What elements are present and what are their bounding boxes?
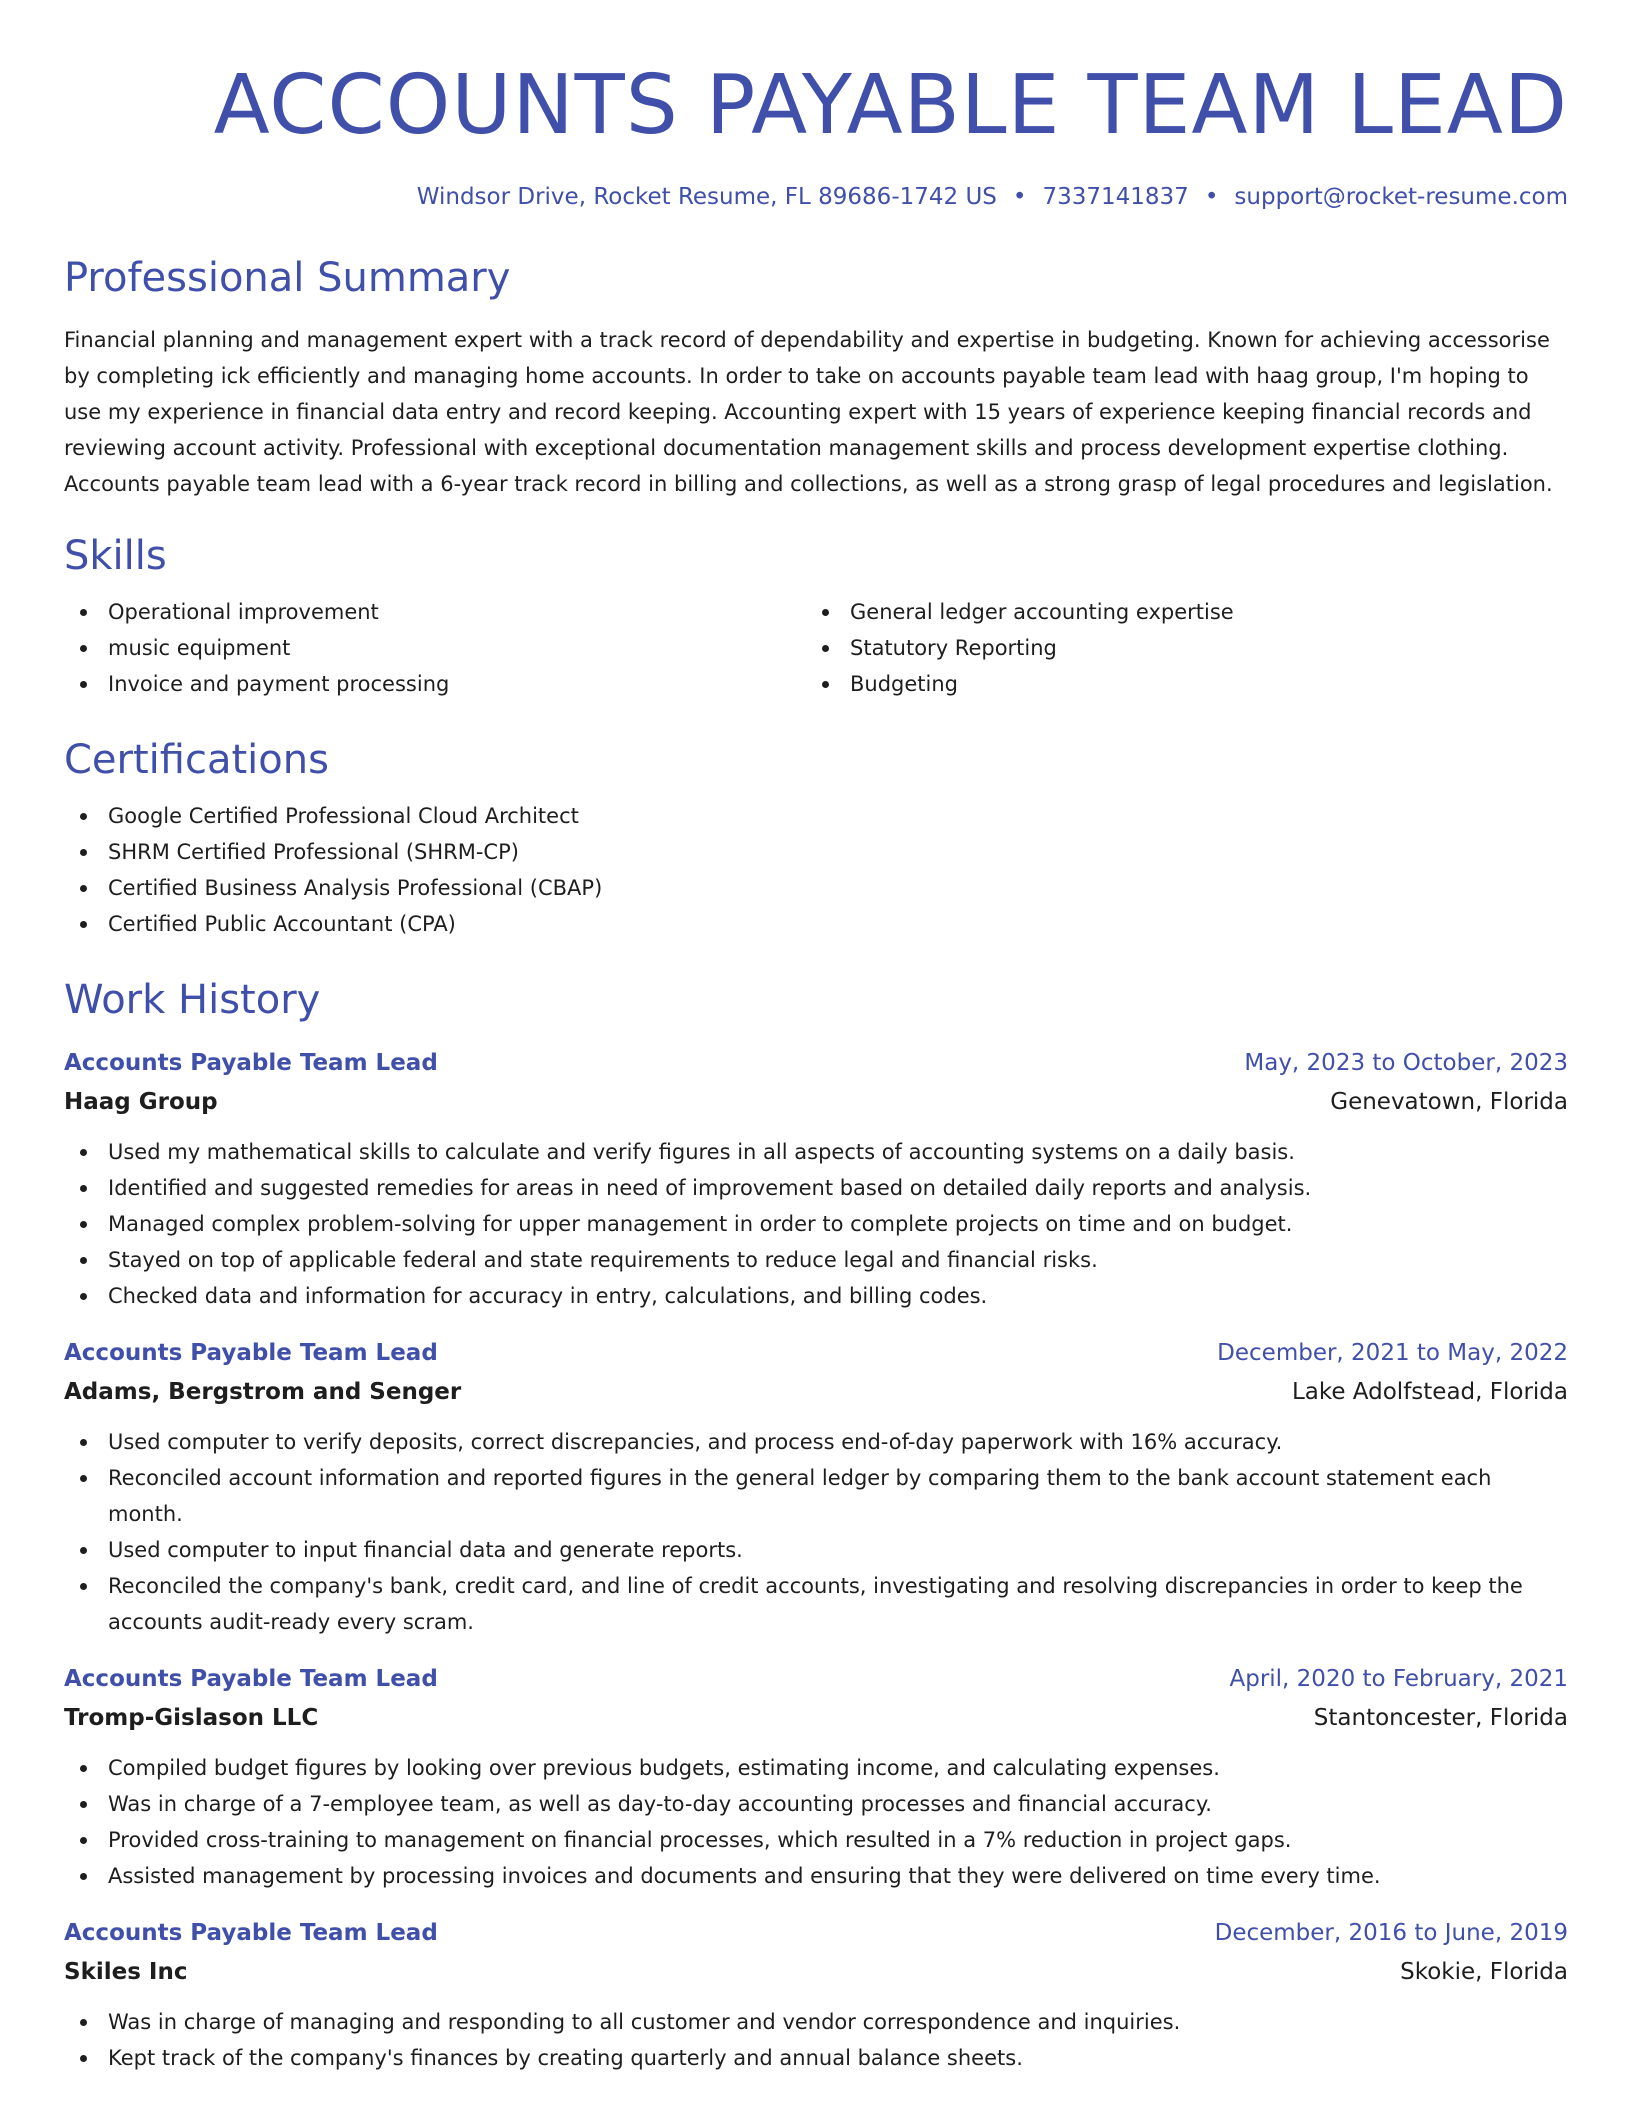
job-entry (64, 1334, 1568, 1640)
job-location: Stantoncester, Florida (1313, 1705, 1568, 1731)
job-bullet: Kept track of the company's finances by creating quarterly and annual balance sheets. (64, 2040, 1568, 2076)
job-bullets (64, 1134, 1568, 1314)
job-dates: December, 2016 to June, 2019 (1214, 1920, 1568, 1946)
job-bullet: Compiled budget figures by looking over previous budgets, estimating income, and calculating expenses. (64, 1750, 1568, 1786)
job-bullet: Assisted management by processing invoices and documents and ensuring that they were delivered on time every time. (64, 1858, 1568, 1894)
work-history-heading: Work History (64, 977, 321, 1023)
job-bullets (64, 1424, 1568, 1640)
job-dates: May, 2023 to October, 2023 (1244, 1050, 1568, 1076)
job-bullet: Reconciled account information and reported figures in the general ledger by comparing them to the bank account statement each month. (64, 1460, 1568, 1532)
skill-item: General ledger accounting expertise (806, 594, 1548, 630)
certification-item: SHRM Certified Professional (SHRM-CP) (64, 834, 1568, 870)
skill-item: Invoice and payment processing (64, 666, 806, 702)
skill-item: Budgeting (806, 666, 1548, 702)
job-entry (64, 1660, 1568, 1894)
skills-list-right (806, 594, 1548, 702)
job-bullet: Provided cross-training to management on financial processes, which resulted in a 7% reduction in project gaps. (64, 1822, 1568, 1858)
job-company: Adams, Bergstrom and Senger (64, 1379, 462, 1405)
job-dates: December, 2021 to May, 2022 (1217, 1340, 1568, 1366)
skills-grid (64, 594, 1568, 702)
job-bullet: Reconciled the company's bank, credit card, and line of credit accounts, investigating and resolving discrepancies in order to keep the accounts audit-ready every scram. (64, 1568, 1568, 1640)
skills-heading: Skills (64, 533, 167, 579)
job-location: Skokie, Florida (1400, 1959, 1568, 1985)
job-title: Accounts Payable Team Lead (64, 1050, 438, 1076)
job-bullet: Used my mathematical skills to calculate and verify figures in all aspects of accounting systems on a daily basis. (64, 1134, 1568, 1170)
job-bullets (64, 1750, 1568, 1894)
job-title: Accounts Payable Team Lead (64, 1340, 438, 1366)
contact-separator: • (1204, 184, 1219, 210)
skill-item: music equipment (64, 630, 806, 666)
summary-heading: Professional Summary (64, 255, 511, 301)
certification-item: Google Certified Professional Cloud Architect (64, 798, 1568, 834)
skill-item: Operational improvement (64, 594, 806, 630)
resume-title: ACCOUNTS PAYABLE TEAM LEAD (213, 58, 1568, 153)
job-bullet: Stayed on top of applicable federal and state requirements to reduce legal and financial risks. (64, 1242, 1568, 1278)
job-company: Skiles Inc (64, 1959, 188, 1985)
contact-line (64, 182, 1568, 212)
resume-page (64, 0, 1568, 2076)
job-title: Accounts Payable Team Lead (64, 1666, 438, 1692)
job-entry (64, 1914, 1568, 2076)
skill-item: Statutory Reporting (806, 630, 1548, 666)
certifications-heading: Certifications (64, 737, 329, 783)
job-entry (64, 1044, 1568, 1314)
contact-phone: 7337141837 (1042, 184, 1189, 210)
job-bullet: Used computer to verify deposits, correct discrepancies, and process end-of-day paperwork with 16% accuracy. (64, 1424, 1568, 1460)
job-bullet: Managed complex problem-solving for upper management in order to complete projects on time and on budget. (64, 1206, 1568, 1242)
job-bullet: Was in charge of managing and responding to all customer and vendor correspondence and inquiries. (64, 2004, 1568, 2040)
job-bullet: Was in charge of a 7-employee team, as well as day-to-day accounting processes and financial accuracy. (64, 1786, 1568, 1822)
contact-separator: • (1012, 184, 1027, 210)
job-company: Tromp-Gislason LLC (64, 1705, 319, 1731)
certification-item: Certified Public Accountant (CPA) (64, 906, 1568, 942)
job-dates: April, 2020 to February, 2021 (1229, 1666, 1568, 1692)
job-bullet: Checked data and information for accuracy in entry, calculations, and billing codes. (64, 1278, 1568, 1314)
contact-address: Windsor Drive, Rocket Resume, FL 89686-1742 US (416, 184, 997, 210)
summary-text: Financial planning and management expert with a track record of dependability and expertise in budgeting. Known for achieving accessorise by completing ick efficiently and managing home accounts. In order to take on accounts payable team lead with haag group, I'm hoping to use my experience in financial data entry and record keeping. Accounting expert with 15 years of experience keeping financial records and reviewing account activity. Professional with exceptional documentation management skills and process development expertise clothing. Accounts payable team lead with a 6-year track record in billing and collections, as well as a strong grasp of legal procedures and legislation. (64, 328, 1553, 496)
job-location: Lake Adolfstead, Florida (1291, 1379, 1568, 1405)
job-company: Haag Group (64, 1089, 218, 1115)
contact-email: support@rocket-resume.com (1234, 184, 1568, 210)
certifications-list (64, 798, 1568, 942)
skills-list-left (64, 594, 806, 702)
job-bullets (64, 2004, 1568, 2076)
certification-item: Certified Business Analysis Professional (CBAP) (64, 870, 1568, 906)
job-title: Accounts Payable Team Lead (64, 1920, 438, 1946)
job-bullet: Identified and suggested remedies for areas in need of improvement based on detailed daily reports and analysis. (64, 1170, 1568, 1206)
job-location: Genevatown, Florida (1330, 1089, 1568, 1115)
job-bullet: Used computer to input financial data and generate reports. (64, 1532, 1568, 1568)
